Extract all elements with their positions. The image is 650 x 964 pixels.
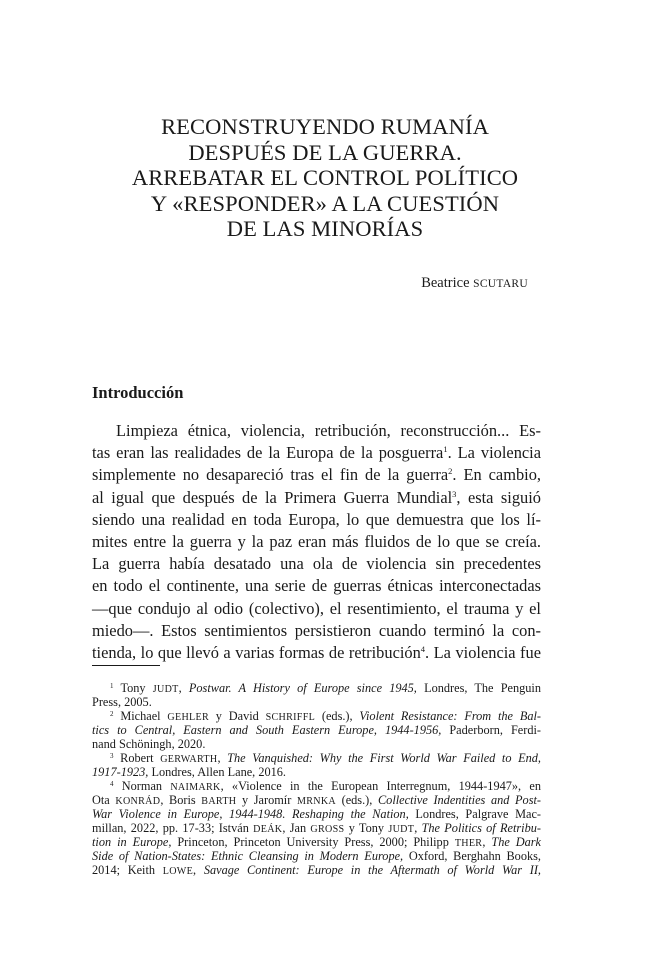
body-line: miedo—. Estos sentimientos persistieron cuando terminó la con- (92, 620, 541, 640)
footnote-ref[interactable]: 4 (420, 643, 426, 654)
footnote-line: tics to Central, Eastern and South Eastern Europe, 1944-1956, Paderborn, Ferdi- (92, 723, 541, 737)
footnote-line: $^4$ Norman NAIMARK, «Violence in the European Interregnum, 1944-1947», en (110, 779, 541, 793)
body-line: mites entre la guerra y la paz eran más fluidos de lo que se creía. (92, 531, 541, 551)
footnote-ref[interactable]: 3 (452, 488, 457, 499)
body-line: siendo una realidad en toda Europa, lo que demuestra que los lí- (92, 509, 541, 529)
footnote-ref[interactable]: 1 (443, 444, 448, 455)
body-line: Limpieza étnica, violencia, retribución, reconstrucción... Es- (116, 421, 541, 440)
body-line: en todo el continente, una serie de guerras étnicas interconectadas (92, 576, 541, 596)
body-line: tas eran las realidades de la Europa de la posguerra$^1$. La violencia (92, 443, 541, 463)
body-line: al igual que después de la Primera Guerra Mundial$^3$, esta siguió (92, 487, 541, 507)
title-line: Y «RESPONDER» A LA CUESTIÓN (150, 190, 500, 216)
author-surname: SCUTARU (473, 278, 528, 290)
body-paragraph (92, 420, 541, 664)
footnote-separator (92, 665, 160, 666)
body-line: tienda, lo que llevó a varias formas de retribución$^4$. La violencia fue (92, 642, 541, 662)
author-name (421, 275, 528, 292)
footnote-line: 1917-1923, Londres, Allen Lane, 2016. (92, 765, 286, 779)
footnote-line: Ota KONRÁD, Boris BARTH y Jaromír MRNKA (eds.), Collective Indentities and Post- (92, 793, 541, 807)
footnote-ref[interactable]: 2 (448, 466, 453, 477)
title-line: DESPUÉS DE LA GUERRA. (188, 139, 462, 165)
footnote-line: millan, 2022, pp. 17-33; István DEÁK, Jan GROSS y Tony JUDT, The Politics of Retribu- (92, 821, 541, 835)
title-line: DE LAS MINORÍAS (226, 216, 424, 241)
author-given-name: Beatrice (421, 275, 470, 291)
chapter-title (92, 114, 558, 242)
footnote-number: 1 (110, 682, 114, 690)
footnotes (92, 681, 541, 877)
footnote-number: 4 (110, 780, 114, 788)
body-line: La guerra había desatado una ola de violencia sin precedentes (92, 554, 541, 574)
footnote-line: Press, 2005. (92, 695, 152, 709)
footnote-line: 2014; Keith LOWE, Savage Continent: Europe in the Aftermath of World War II, (92, 863, 541, 877)
footnote-line: Side of Nation-States: Ethnic Cleansing in Modern Europe, Oxford, Berghahn Books, (92, 849, 541, 863)
footnote-line: tion in Europe, Princeton, Princeton University Press, 2000; Philipp THER, The Dark (92, 835, 542, 849)
title-line: ARREBATAR EL CONTROL POLÍTICO (131, 165, 519, 190)
title-line: RECONSTRUYENDO RUMANÍA (161, 114, 489, 139)
section-heading: Introducción (92, 383, 184, 402)
footnote-line: War Violence in Europe, 1944-1948. Reshaping the Nation, Londres, Palgrave Mac- (92, 807, 542, 821)
footnote-line: $^3$ Robert GERWARTH, The Vanquished: Why the First World War Failed to End, (110, 751, 541, 765)
body-line: simplemente no desapareció tras el fin de la guerra$^2$. En cambio, (92, 465, 542, 485)
footnote-number: 3 (110, 752, 114, 760)
footnote-number: 2 (110, 710, 114, 718)
body-line: —que condujo al odio (colectivo), el resentimiento, el trauma y el (92, 598, 541, 618)
footnote-line: nand Schöningh, 2020. (92, 737, 206, 751)
footnote-line: $^2$ Michael GEHLER y David SCHRIFFL (eds.), Violent Resistance: From the Bal- (110, 709, 541, 723)
footnote-line: $^1$ Tony JUDT, Postwar. A History of Europe since 1945, Londres, The Penguin (110, 681, 541, 695)
